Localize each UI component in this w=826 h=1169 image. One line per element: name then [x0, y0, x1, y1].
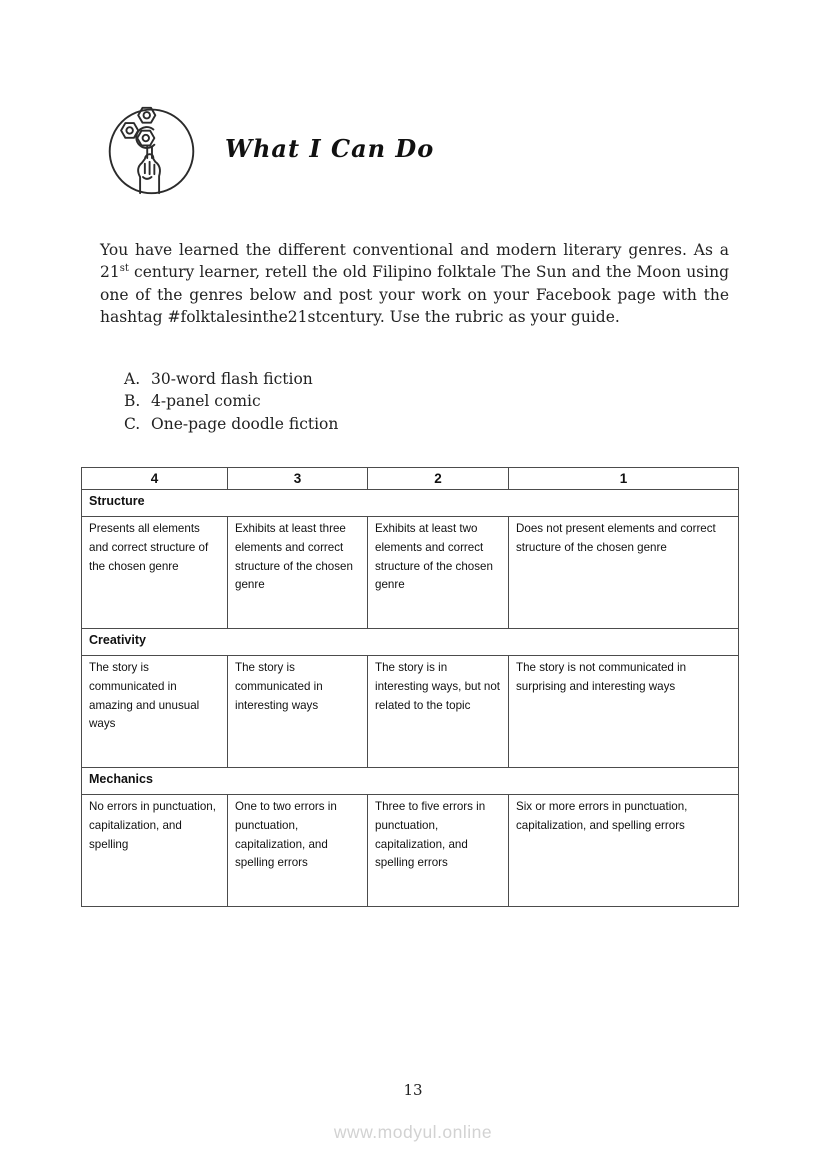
score-header-3: 3: [228, 468, 368, 490]
score-header-row: [82, 468, 739, 490]
level-cell: The story is not communicated in surprising and interesting ways: [509, 656, 739, 768]
score-header-4: 4: [82, 468, 228, 490]
intro-text-part1: You have learned the different conventional and modern literary genres. As a 21: [100, 241, 729, 282]
ordinal-superscript: st: [119, 263, 129, 275]
criterion-row-creativity: [82, 629, 739, 656]
level-cell: Exhibits at least two elements and correct structure of the chosen genre: [368, 517, 509, 629]
level-cell: The story is communicated in amazing and unusual ways: [82, 656, 228, 768]
criterion-row-mechanics: [82, 768, 739, 795]
score-header-2: 2: [368, 468, 509, 490]
levels-row-structure: [82, 517, 739, 629]
page-number: 13: [403, 1081, 423, 1099]
level-cell: The story is in interesting ways, but not related to the topic: [368, 656, 509, 768]
level-cell: Exhibits at least three elements and correct structure of the chosen genre: [228, 517, 368, 629]
intro-paragraph: [100, 239, 729, 328]
section-header: [104, 101, 434, 196]
list-item: [124, 368, 338, 390]
criterion-label: Mechanics: [82, 768, 739, 795]
level-cell: Presents all elements and correct structure of the chosen genre: [82, 517, 228, 629]
criterion-label: Structure: [82, 490, 739, 517]
level-cell: Does not present elements and correct structure of the chosen genre: [509, 517, 739, 629]
list-item: [124, 390, 338, 412]
rubric-table: [81, 467, 739, 907]
genre-options-list: [124, 368, 338, 435]
option-letter: A.: [124, 370, 141, 388]
intro-text-part2: century learner, retell the old Filipino folktale The Sun and the Moon using one of the genres below and post your work on your Facebook page with the hashtag #folktalesinthe21stcentury. Use the rubric as your guide.: [100, 263, 729, 326]
list-item: [124, 413, 338, 435]
criterion-label: Creativity: [82, 629, 739, 656]
option-text: 30-word flash fiction: [151, 370, 313, 388]
criterion-row-structure: [82, 490, 739, 517]
page-title: What I Can Do: [225, 134, 435, 163]
level-cell: Three to five errors in punctuation, capitalization, and spelling errors: [368, 795, 509, 907]
watermark: www.modyul.online: [333, 1122, 493, 1142]
level-cell: The story is communicated in interesting ways: [228, 656, 368, 768]
hand-wrench-icon: [104, 101, 199, 196]
option-letter: C.: [124, 414, 141, 433]
levels-row-mechanics: [82, 795, 739, 907]
option-text: 4-panel comic: [151, 392, 261, 411]
option-text: One-page doodle fiction: [151, 414, 339, 433]
option-letter: B.: [124, 392, 141, 411]
level-cell: Six or more errors in punctuation, capitalization, and spelling errors: [509, 795, 739, 907]
score-header-1: 1: [509, 468, 739, 490]
level-cell: One to two errors in punctuation, capitalization, and spelling errors: [228, 795, 368, 907]
level-cell: No errors in punctuation, capitalization, and spelling: [82, 795, 228, 907]
levels-row-creativity: [82, 656, 739, 768]
